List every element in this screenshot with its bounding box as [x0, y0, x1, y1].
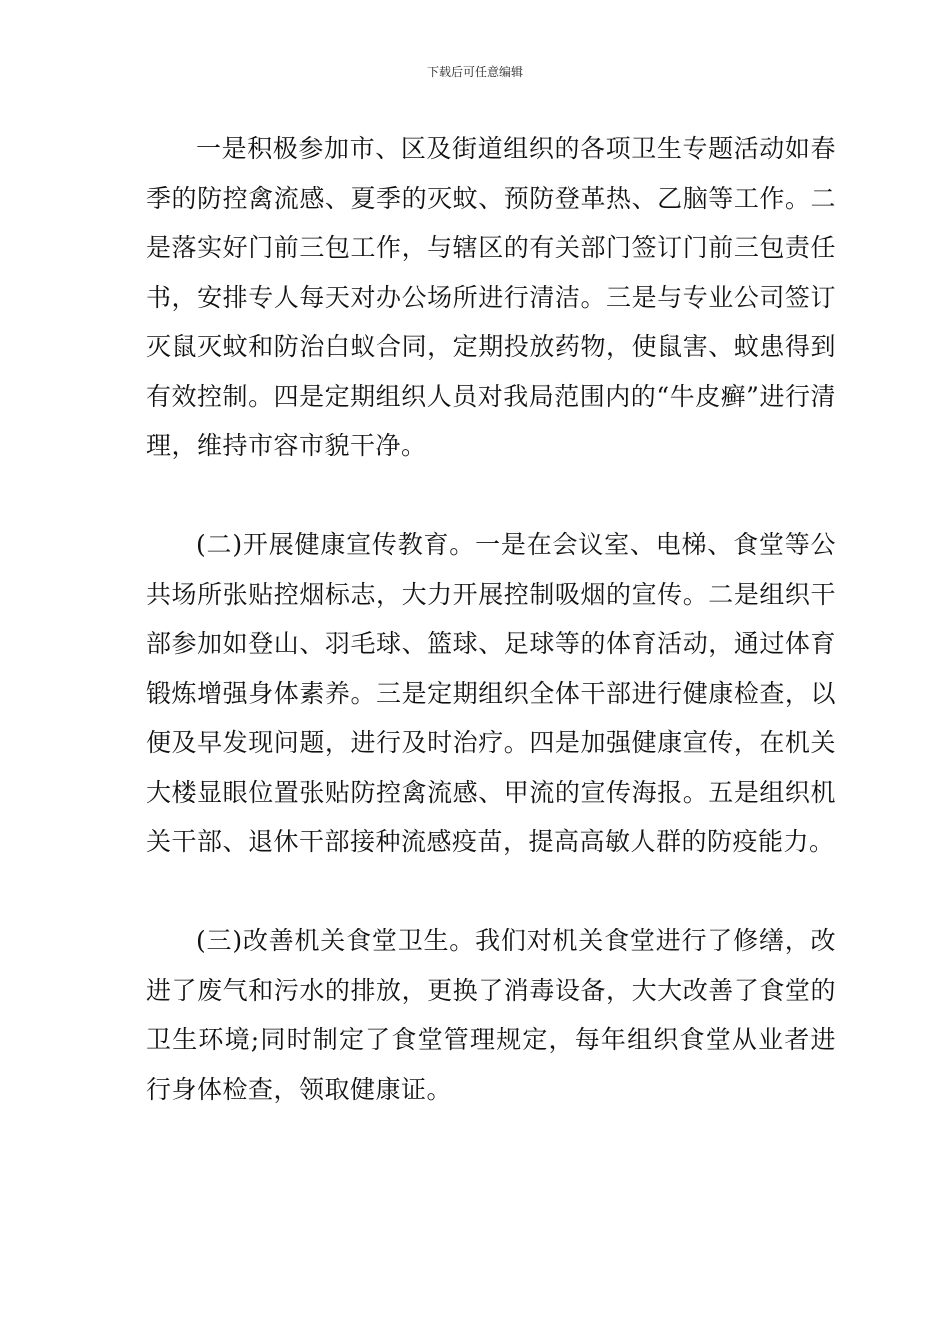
document-body [146, 124, 836, 1114]
paragraph-canteen-hygiene: (三)改善机关食堂卫生。我们对机关食堂进行了修缮，改进了废气和污水的排放，更换了消毒设备，大大改善了食堂的卫生环境;同时制定了食堂管理规定，每年组织食堂从业者进行身体检查，领取健康证。 [146, 926, 836, 1104]
paragraph-health-education: (二)开展健康宣传教育。一是在会议室、电梯、食堂等公共场所张贴控烟标志，大力开展控制吸烟的宣传。二是组织干部参加如登山、羽毛球、篮球、足球等的体育活动，通过体育锻炼增强身体素养。三是定期组织全体干部进行健康检查，以便及早发现问题，进行及时治疗。四是加强健康宣传，在机关大楼显眼位置张贴防控禽流感、甲流的宣传海报。五是组织机关干部、退休干部接种流感疫苗，提高高敏人群的防疫能力。 [146, 530, 836, 856]
paragraph-sanitation-activities: 一是积极参加市、区及街道组织的各项卫生专题活动如春季的防控禽流感、夏季的灭蚊、预防登革热、乙脑等工作。二是落实好门前三包工作，与辖区的有关部门签订门前三包责任书，安排专人每天对办公场所进行清洁。三是与专业公司签订灭鼠灭蚊和防治白蚁合同，定期投放药物，使鼠害、蚊患得到有效控制。四是定期组织人员对我局范围内的“牛皮癣”进行清理，维持市容市貌干净。 [146, 134, 836, 460]
page-header-note: 下载后可任意编辑 [426, 65, 523, 79]
paragraph-spacer [146, 867, 836, 917]
paragraph-spacer [146, 471, 836, 521]
